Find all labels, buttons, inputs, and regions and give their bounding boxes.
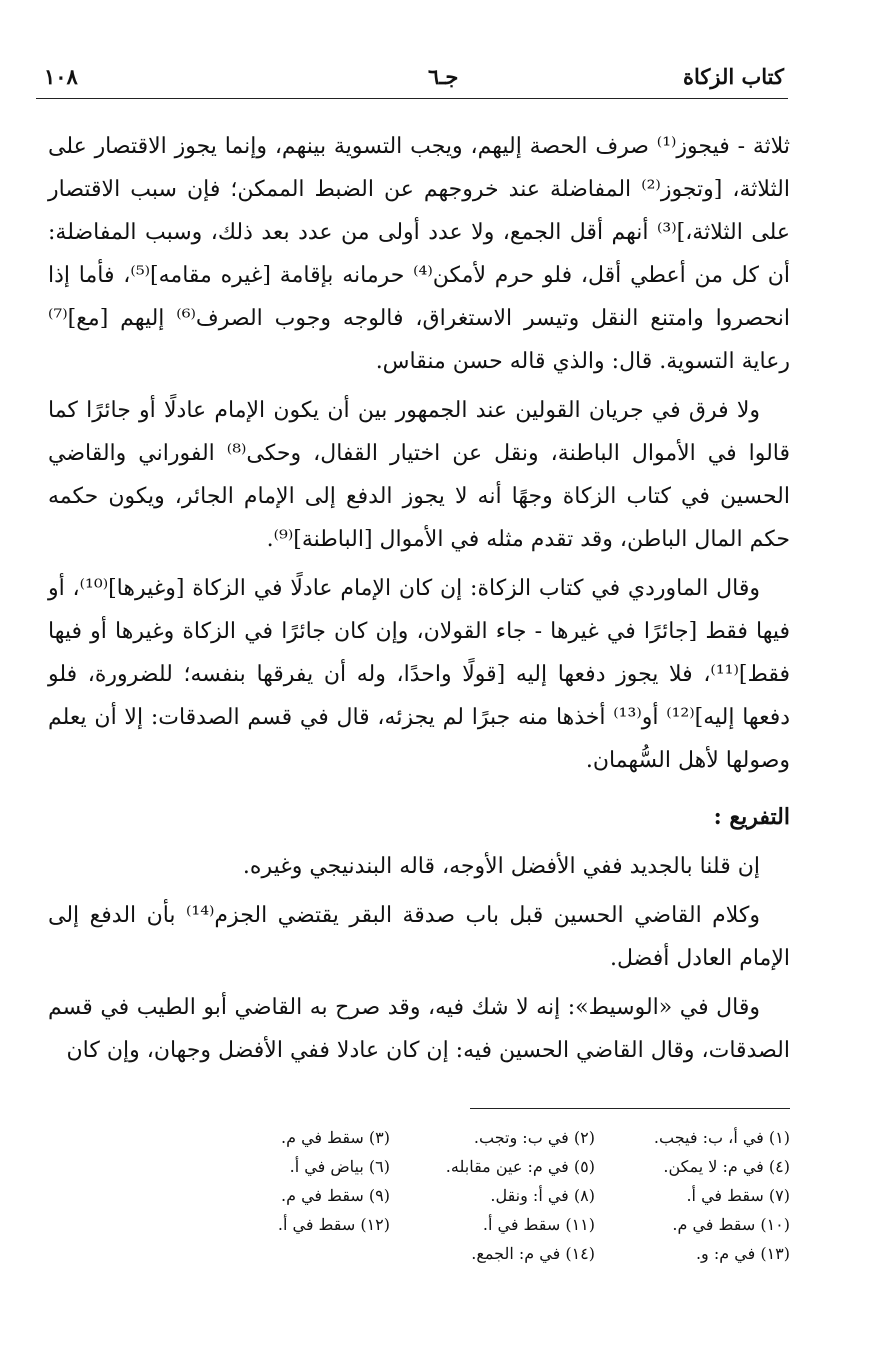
footnote: (٩) سقط في م. [280, 1186, 390, 1205]
footnote: (٣) سقط في م. [280, 1128, 390, 1147]
section-heading: التفريع : [713, 804, 790, 830]
footnote: (١٢) سقط في أ. [277, 1215, 390, 1234]
paragraph: وكلام القاضي الحسين قبل باب صدقة البقر يقتضي الجزم⁽¹⁴⁾ بأن الدفع إلى الإمام العادل أفضل. [48, 903, 790, 971]
paragraph: وقال في «الوسيط»: إنه لا شك فيه، وقد صرح به القاضي أبو الطيب في قسم الصدقات، وقال القاضي الحسين فيه: إن كان عادلا ففي الأفضل وجهان، وإن كان [48, 995, 790, 1063]
footnote: (١) في أ، ب: فيجب. [653, 1128, 790, 1147]
page-header [36, 58, 788, 99]
footnote: (٢) في ب: وتجب. [473, 1128, 595, 1147]
footnote: (٦) بياض في أ. [289, 1157, 390, 1176]
footnotes [190, 1123, 790, 1268]
footnote: (١٣) في م: و. [695, 1244, 790, 1263]
footnote: (١١) سقط في أ. [482, 1215, 595, 1234]
footnote: (٧) سقط في أ. [686, 1186, 790, 1205]
paragraph: ولا فرق في جريان القولين عند الجمهور بين أن يكون الإمام عادلًا أو جائرًا كما قالوا في الأموال الباطنة، ونقل عن اختيار القفال، وحكى⁽⁸⁾ الفوراني والقاضي الحسين في كتاب الزكاة وجهًا أنه لا يجوز الدفع إلى الإمام الجائر، ويكون حكمه حكم المال الباطن، وقد تقدم مثله في الأموال [الباطنة]⁽⁹⁾. [48, 398, 790, 552]
footnote: (٨) في أ: ونقل. [490, 1186, 595, 1205]
footnote: (١٠) سقط في م. [672, 1215, 790, 1234]
footnote: (٥) في م: عين مقابله. [445, 1157, 595, 1176]
footnote-divider [470, 1108, 790, 1109]
footnote: (١٤) في م: الجمع. [471, 1244, 595, 1263]
page-number: ١٠٨ [44, 64, 78, 89]
main-text [48, 125, 790, 1078]
paragraph: ثلاثة - فيجوز⁽¹⁾ صرف الحصة إليهم، ويجب التسوية بينهم، وإنما يجوز الاقتصار على الثلاثة، [وتجوز⁽²⁾ المفاضلة عند خروجهم عن الضبط الممكن؛ فإن سبب الاقتصار على الثلاثة،]⁽³⁾ أنهم أقل الجمع، ولا عدد أولى من عدد بعد ذلك، وسبب المفاضلة: أن كل من أعطي أقل، فلو حرم لأمكن⁽⁴⁾ حرمانه بإقامة [غيره مقامه]⁽⁵⁾، فأما إذا انحصروا وامتنع النقل وتيسر الاستغراق، فالوجه وجوب الصرف⁽⁶⁾ إليهم [مع]⁽⁷⁾ رعاية التسوية. قال: والذي قاله حسن منقاس. [48, 134, 791, 374]
paragraph: وقال الماوردي في كتاب الزكاة: إن كان الإمام عادلًا في الزكاة [وغيرها]⁽¹⁰⁾، أو فيها فقط [جائرًا في غيرها - جاء القولان، وإن كان جائرًا في الزكاة وغيرها أو فيها فقط]⁽¹¹⁾، فلا يجوز دفعها إليه [قولًا واحدًا، وله أن يفرقها بنفسه؛ للضرورة، فلو دفعها إليه]⁽¹²⁾ أو⁽¹³⁾ أخذها منه جبرًا لم يجزئه، قال في قسم الصدقات: إلا أن يعلم وصولها لأهل السُّهمان. [48, 576, 791, 773]
chapter-title: كتاب الزكاة [682, 64, 784, 89]
footnote: (٤) في م: لا يمكن. [663, 1157, 790, 1176]
paragraph: إن قلنا بالجديد ففي الأفضل الأوجه، قاله البندنيجي وغيره. [242, 854, 760, 879]
volume-label: جـ٦ [428, 64, 459, 89]
